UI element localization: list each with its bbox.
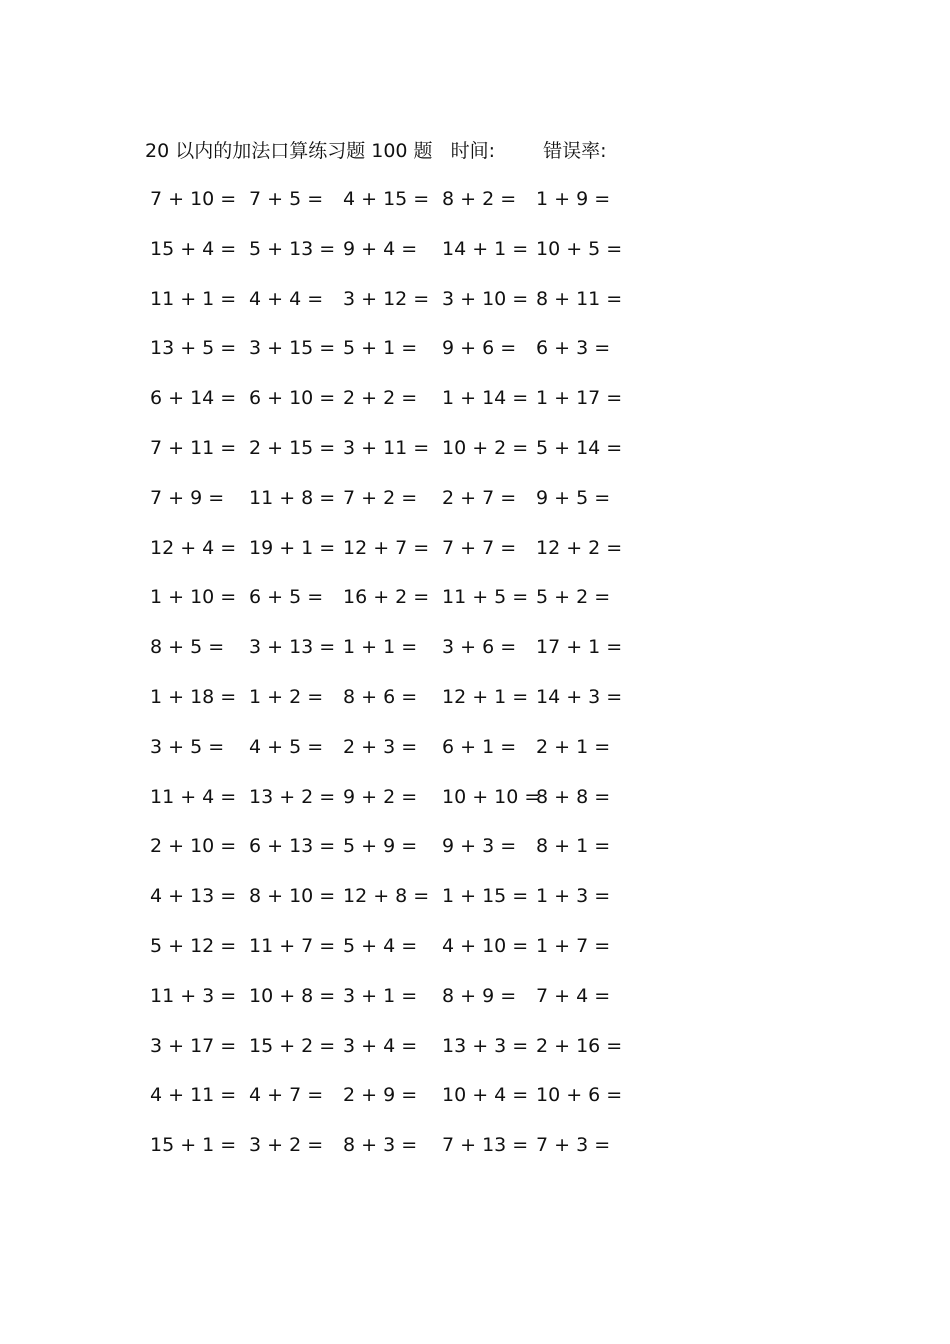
problem-row [150,582,650,632]
problem-item: 12 + 1 = [442,685,529,708]
problem-item: 2 + 10 = [150,835,237,858]
problem-item: 3 + 1 = [343,984,418,1007]
problem-item: 3 + 5 = [150,735,225,758]
problem-row [150,284,650,334]
problem-item: 3 + 4 = [343,1034,418,1057]
problem-item: 19 + 1 = [249,536,336,559]
problem-item: 12 + 2 = [536,536,623,559]
problem-item: 10 + 6 = [536,1084,623,1107]
worksheet-title: 20 以内的加法口算练习题 100 题 [145,140,433,162]
problem-item: 7 + 4 = [536,984,611,1007]
problem-item: 1 + 9 = [536,188,611,210]
problem-item: 4 + 15 = [343,188,430,210]
problem-item: 1 + 2 = [249,685,324,708]
problem-item: 8 + 10 = [249,885,336,908]
problem-item: 2 + 3 = [343,735,418,758]
problem-item: 7 + 2 = [343,486,418,509]
problem-item: 5 + 4 = [343,934,418,957]
problem-item: 6 + 13 = [249,835,336,858]
problem-item: 15 + 4 = [150,237,237,260]
problem-item: 10 + 5 = [536,237,623,260]
problem-item: 1 + 17 = [536,387,623,410]
problem-item: 5 + 1 = [343,337,418,360]
problem-item: 5 + 13 = [249,237,336,260]
problem-item: 3 + 13 = [249,636,336,659]
problem-item: 7 + 7 = [442,536,517,559]
problem-item: 9 + 2 = [343,785,418,808]
problem-item: 1 + 18 = [150,685,237,708]
problem-item: 1 + 1 = [343,636,418,659]
problem-item: 12 + 7 = [343,536,430,559]
problem-row [150,184,650,234]
problem-row [150,782,650,832]
problem-item: 16 + 2 = [343,586,430,609]
problem-item: 1 + 15 = [442,885,529,908]
problem-item: 10 + 2 = [442,436,529,459]
problem-item: 6 + 10 = [249,387,336,410]
problem-item: 8 + 8 = [536,785,611,808]
problem-row [150,1130,650,1180]
problem-item: 3 + 12 = [343,287,430,310]
problem-row [150,981,650,1031]
problem-row [150,234,650,284]
problem-item: 11 + 7 = [249,934,336,957]
problem-item: 11 + 5 = [442,586,529,609]
problem-row [150,881,650,931]
problem-item: 11 + 1 = [150,287,237,310]
problem-row [150,831,650,881]
problem-item: 4 + 4 = [249,287,324,310]
problem-item: 5 + 9 = [343,835,418,858]
problem-item: 7 + 3 = [536,1134,611,1157]
problem-item: 4 + 7 = [249,1084,324,1107]
problem-item: 4 + 11 = [150,1084,237,1107]
problem-item: 13 + 5 = [150,337,237,360]
problem-item: 8 + 11 = [536,287,623,310]
problem-item: 8 + 1 = [536,835,611,858]
problem-item: 7 + 5 = [249,188,324,210]
problem-item: 4 + 10 = [442,934,529,957]
problem-item: 2 + 7 = [442,486,517,509]
problem-item: 9 + 3 = [442,835,517,858]
problem-item: 6 + 3 = [536,337,611,360]
problem-item: 15 + 1 = [150,1134,237,1157]
problem-item: 3 + 2 = [249,1134,324,1157]
problem-item: 5 + 2 = [536,586,611,609]
problem-item: 9 + 6 = [442,337,517,360]
problem-item: 13 + 2 = [249,785,336,808]
problem-item: 1 + 3 = [536,885,611,908]
problem-row [150,1031,650,1081]
problem-item: 8 + 5 = [150,636,225,659]
problem-item: 3 + 17 = [150,1034,237,1057]
problem-item: 10 + 8 = [249,984,336,1007]
problem-item: 9 + 4 = [343,237,418,260]
problem-row [150,931,650,981]
problem-item: 1 + 7 = [536,934,611,957]
problem-item: 7 + 10 = [150,188,237,210]
problem-item: 3 + 11 = [343,436,430,459]
problem-item: 15 + 2 = [249,1034,336,1057]
problem-item: 5 + 14 = [536,436,623,459]
time-label: 时间: [450,140,496,162]
problem-item: 9 + 5 = [536,486,611,509]
problem-item: 3 + 10 = [442,287,529,310]
problem-item: 5 + 12 = [150,934,237,957]
problem-item: 11 + 8 = [249,486,336,509]
problem-item: 3 + 6 = [442,636,517,659]
problem-item: 12 + 4 = [150,536,237,559]
problem-item: 4 + 5 = [249,735,324,758]
problem-item: 13 + 3 = [442,1034,529,1057]
problem-row [150,433,650,483]
problem-item: 1 + 14 = [442,387,529,410]
problem-item: 7 + 11 = [150,436,237,459]
problem-row [150,732,650,782]
problem-row [150,333,650,383]
problem-item: 2 + 15 = [249,436,336,459]
problem-item: 6 + 5 = [249,586,324,609]
problem-item: 14 + 1 = [442,237,529,260]
problem-item: 8 + 9 = [442,984,517,1007]
problem-item: 10 + 4 = [442,1084,529,1107]
problem-item: 2 + 9 = [343,1084,418,1107]
problem-item: 7 + 13 = [442,1134,529,1157]
problem-item: 7 + 9 = [150,486,225,509]
problem-item: 11 + 4 = [150,785,237,808]
problem-row [150,483,650,533]
problem-item: 6 + 14 = [150,387,237,410]
problem-grid [150,184,650,1180]
problem-item: 10 + 10 = [442,785,541,808]
problem-item: 2 + 2 = [343,387,418,410]
problem-item: 3 + 15 = [249,337,336,360]
problem-item: 8 + 2 = [442,188,517,210]
problem-item: 2 + 1 = [536,735,611,758]
error-rate-label: 错误率: [543,140,607,162]
problem-item: 4 + 13 = [150,885,237,908]
problem-item: 17 + 1 = [536,636,623,659]
problem-row [150,1080,650,1130]
problem-item: 8 + 3 = [343,1134,418,1157]
problem-row [150,632,650,682]
problem-item: 12 + 8 = [343,885,430,908]
worksheet-header [145,136,606,166]
problem-item: 6 + 1 = [442,735,517,758]
problem-item: 2 + 16 = [536,1034,623,1057]
problem-item: 1 + 10 = [150,586,237,609]
problem-item: 11 + 3 = [150,984,237,1007]
problem-row [150,533,650,583]
problem-row [150,682,650,732]
problem-item: 14 + 3 = [536,685,623,708]
problem-row [150,383,650,433]
problem-item: 8 + 6 = [343,685,418,708]
